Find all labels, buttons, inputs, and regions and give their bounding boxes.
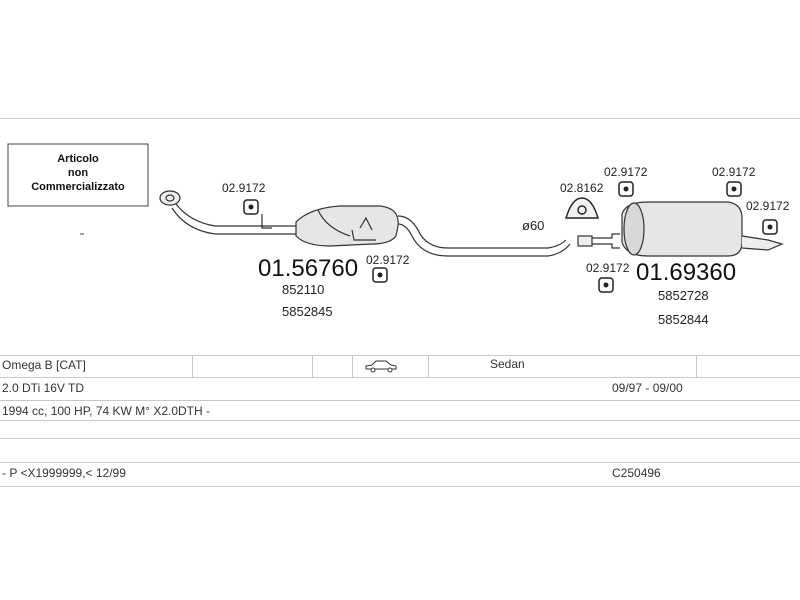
rear-inlet-pipe <box>578 234 620 248</box>
exhaust-system-diagram <box>0 118 800 348</box>
front-oe-number-2: 5852845 <box>282 304 333 319</box>
row-divider-3 <box>0 420 800 421</box>
row-divider-2 <box>0 400 800 401</box>
table-top-border <box>0 355 800 356</box>
not-sold-line-3: Commercializzato <box>31 181 125 193</box>
rear-oe-number-2: 5852844 <box>658 312 709 327</box>
row-divider-1 <box>0 377 800 378</box>
diameter-label: ø60 <box>522 218 545 233</box>
not-sold-line-2: non <box>67 167 89 179</box>
sedan-car-icon <box>364 359 398 373</box>
vehicle-specs: 1994 cc, 100 HP, 74 KW M° X2.0DTH - <box>2 404 210 418</box>
front-hanger-bottom-icon <box>373 268 387 282</box>
rear-hanger-3-label: 02.9172 <box>746 199 790 213</box>
catalog-code: C250496 <box>612 466 661 480</box>
rear-muffler <box>622 202 742 256</box>
vehicle-restriction: - P <X1999999,< 12/99 <box>2 466 126 480</box>
front-muffler <box>296 206 398 246</box>
clamp-label: 02.8162 <box>560 181 604 195</box>
table-bottom-border <box>0 486 800 487</box>
row-divider-4 <box>0 438 800 439</box>
rear-hanger-4-label: 02.9172 <box>586 261 630 275</box>
col-divider-3 <box>352 355 353 377</box>
rear-hanger-4-icon <box>599 278 613 292</box>
col-divider-1 <box>192 355 193 377</box>
rear-hanger-1-label: 02.9172 <box>604 165 648 179</box>
front-pipe <box>160 191 300 234</box>
not-sold-line-1: Articolo <box>57 153 99 165</box>
row-divider-5 <box>0 462 800 463</box>
rear-hanger-1-icon <box>619 182 633 196</box>
front-hanger-top-icon <box>244 200 258 214</box>
not-sold-box <box>8 144 148 206</box>
col-divider-4 <box>428 355 429 377</box>
rear-hanger-3-icon <box>763 220 777 234</box>
clamp-icon <box>566 198 598 218</box>
rear-part-number: 01.69360 <box>636 259 737 286</box>
front-part-number: 01.56760 <box>258 255 359 282</box>
col-divider-2 <box>312 355 313 377</box>
rear-hanger-2-label: 02.9172 <box>712 165 756 179</box>
vehicle-period: 09/97 - 09/00 <box>612 381 683 395</box>
vehicle-body: Sedan <box>490 357 525 371</box>
front-oe-number-1: 852110 <box>282 282 325 297</box>
rear-hanger-2-icon <box>727 182 741 196</box>
front-hanger-bottom-label: 02.9172 <box>366 253 410 267</box>
col-divider-5 <box>696 355 697 377</box>
tail-pipe <box>742 236 782 250</box>
vehicle-model: Omega B [CAT] <box>2 358 86 372</box>
rear-oe-number-1: 5852728 <box>658 288 709 303</box>
vehicle-engine: 2.0 DTi 16V TD <box>2 381 85 395</box>
front-hanger-top-label: 02.9172 <box>222 181 266 195</box>
